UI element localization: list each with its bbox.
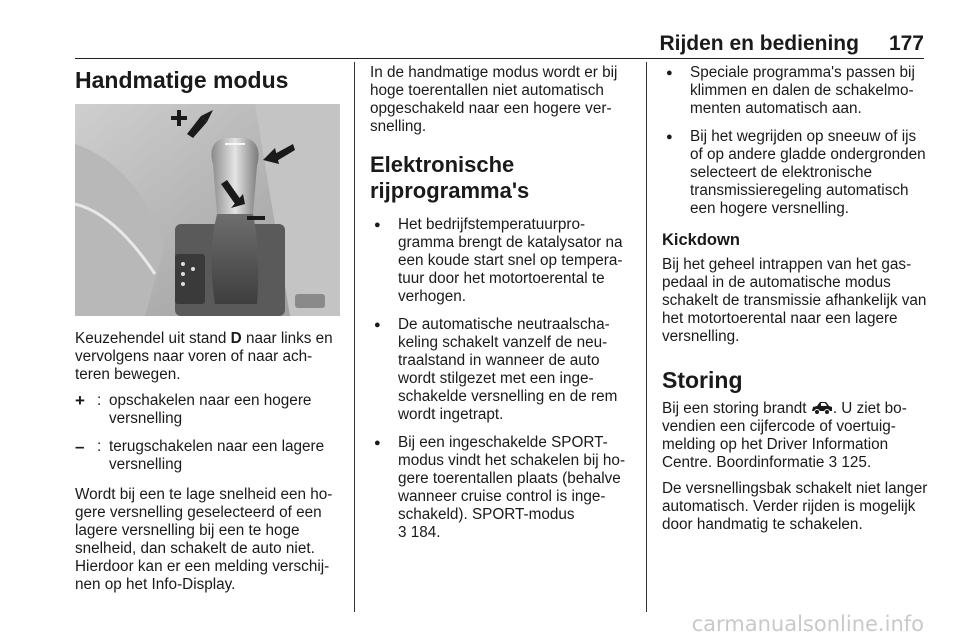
plus-icon: + [75, 391, 85, 410]
column-1 [75, 64, 340, 602]
shift-definitions [75, 392, 340, 474]
section-title-kickdown: Kickdown [662, 231, 740, 249]
caption-position-d: D [230, 330, 242, 347]
list-item-text: Bij een ingeschakelde SPORT-modus vindt het schakelen bij hogere toerentallen plaats (behalve wanneer cruise control is ingeschakeld). SPORT-modus [398, 434, 626, 523]
page-ref-arrow-icon: 3 [398, 524, 407, 541]
page-ref-arrow-icon: 3 [828, 454, 838, 471]
column-divider-1 [354, 62, 355, 612]
paragraph-speed-warning: Wordt bij een te lage snelheid een hogere versnelling geselecteerd of een lagere versnelling bij een te hoge snelheid, dan schakelt de auto niet. Hierdoor kan er een melding verschijnen op het Info-Display. [75, 486, 333, 593]
page-ref-125[interactable]: 125. [841, 454, 872, 471]
header-page-number: 177 [888, 32, 924, 55]
header-rule [75, 58, 924, 59]
paragraph-storing [662, 400, 928, 472]
list-item: ● De automatische neutraalschakeling schakelt vanzelf de neutraalstand in wanneer de auto wordt stilgezet met een ingeschakelde versnelling en de rem wordt ingetrapt. [370, 316, 635, 424]
list-item [370, 434, 635, 542]
definition-upshift: + : opschakelen naar een hogere versnelling [75, 392, 340, 428]
caption-text-end: naar links en vervolgens naar voren of naar achteren bewegen. [75, 330, 333, 383]
caption-selector-lever [75, 330, 340, 384]
page-ref-184[interactable]: 184. [410, 524, 441, 541]
minus-icon: – [75, 437, 85, 456]
paragraph-manual-mode: In de handmatige modus wordt er bij hoge toerentallen niet automatisch opgeschakeld naar een hogere versnelling. [370, 64, 618, 135]
column-2 [370, 64, 635, 552]
header-section-title: Rijden en bediening [659, 32, 859, 55]
column-3 [662, 64, 928, 542]
program-list-continued [662, 64, 928, 218]
storing-text-mid: . U ziet bovendien een cijfercode of voertuigmelding op het Driver Information Centre. Boordinformatie [662, 400, 907, 471]
paragraph-kickdown: Bij het geheel intrappen van het gaspedaal in de automatische modus schakelt de transmissie afhankelijk van het motortoerental naar een lagere versnelling. [662, 256, 927, 345]
rijprogramma-list [370, 216, 635, 542]
gear-selector-illustration [75, 104, 340, 316]
list-item: ● Speciale programma's passen bij klimmen en dalen de schakelmomenten automatisch aan. [662, 64, 928, 118]
column-divider-2 [646, 62, 647, 612]
caption-text-start: Keuzehendel uit stand [75, 330, 231, 347]
section-title-rijprogrammas: Elektronische rijprogramma's [370, 152, 530, 203]
storing-text-start: Bij een storing brandt [662, 400, 811, 417]
section-title-storing: Storing [662, 367, 743, 393]
definition-downshift: – : terugschakelen naar een lagere versnelling [75, 438, 340, 474]
section-title-handmatige-modus: Handmatige modus [75, 67, 289, 93]
list-item: ● Het bedrijfstemperatuurprogramma brengt de katalysator na een koude start snel op temperatuur door het motortoerental te verhogen. [370, 216, 635, 306]
car-warning-icon [811, 401, 833, 415]
definition-upshift-text: opschakelen naar een hogere versnelling [109, 392, 312, 427]
watermark: carmanualsonline.info [691, 612, 924, 636]
page-header [75, 26, 924, 56]
definition-downshift-text: terugschakelen naar een lagere versnelling [109, 438, 325, 473]
paragraph-manual-fallback: De versnellingsbak schakelt niet langer automatisch. Verder rijden is mogelijk door handmatig te schakelen. [662, 480, 928, 533]
list-item: ● Bij het wegrijden op sneeuw of ijs of op andere gladde ondergronden selecteert de elektronische transmissieregeling automatisch een hogere versnelling. [662, 128, 928, 218]
